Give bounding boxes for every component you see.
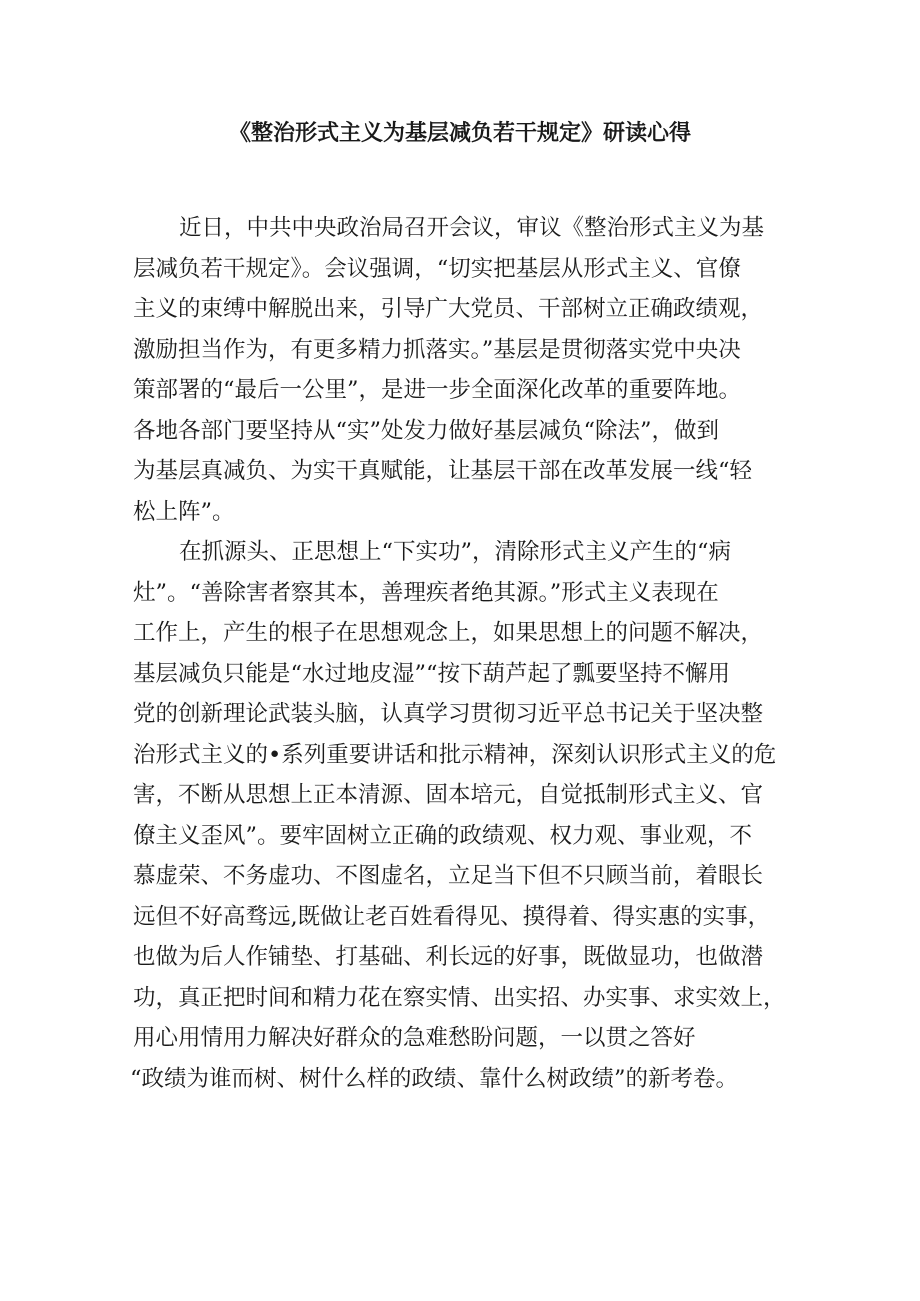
paragraph-1-line-3: 主义的束缚中解脱出来，引导广大党员、干部树立正确政绩观， (133, 296, 764, 322)
paragraph-2-line-13: 用心用情用力解决好群众的急难愁盼问题，一以贯之答好 (133, 1025, 696, 1051)
paragraph-1-line-5: 策部署的“最后一公里”，是进一步全面深化改革的重要阵地。 (133, 377, 742, 403)
paragraph-2-line-11: 也做为后人作铺垫、打基础、利长远的好事，既做显功，也做潜 (133, 944, 764, 970)
paragraph-2-line-5: 党的创新理论武装头脑，认真学习贯彻习近平总书记关于坚决整 (133, 701, 764, 727)
paragraph-2-line-9: 慕虚荣、不务虚功、不图虚名，立足当下但不只顾当前，着眼长 (133, 863, 764, 889)
paragraph-2-line-12: 功，真正把时间和精力花在察实情、出实招、办实事、求实效上， (133, 984, 786, 1011)
paragraph-2-line-1: 在抓源头、正思想上“下实功”，清除形式主义产生的“病 (179, 539, 732, 565)
paragraph-2-line-6: 治形式主义的•系列重要讲话和批示精神，深刻认识形式主义的危 (133, 741, 777, 768)
paragraph-1-line-2: 层减负若干规定》。会议强调，“切实把基层从形式主义、官僚 (133, 255, 741, 282)
paragraph-2-line-4: 基层减负只能是“水过地皮湿”“按下葫芦起了瓢要坚持不懈用 (133, 660, 731, 687)
paragraph-1-line-7: 为基层真减负、为实干真赋能，让基层干部在改革发展一线“轻 (133, 458, 753, 484)
paragraph-2-line-7: 害，不断从思想上正本清源、固本培元，自觉抵制形式主义、官 (133, 782, 764, 808)
paragraph-1-line-4: 激励担当作为，有更多精力抓落实。”基层是贯彻落实党中央决 (133, 336, 741, 363)
paragraph-1-line-6: 各地各部门要坚持从“实”处发力做好基层减负“除法”，做到 (133, 417, 720, 444)
paragraph-2-line-3: 工作上，产生的根子在思想观念上，如果思想上的问题不解决， (133, 620, 764, 646)
document-body (130, 208, 793, 1099)
paragraph-2-line-10: 远但不好高骛远,既做让老百姓看得见、摸得着、得实惠的实事， (133, 903, 771, 930)
paragraph-2-line-14: “政绩为谁而树、树什么样的政绩、靠什么树政绩”的新考卷。 (130, 1065, 739, 1092)
document-title: 《整治形式主义为基层减负若干规定》研读心得 (228, 121, 691, 146)
paragraph-1-line-1: 近日，中共中央政治局召开会议，审议《整治形式主义为基 (179, 215, 765, 241)
paragraph-2-line-2: 灶”。“善除害者察其本，善理疾者绝其源。”形式主义表现在 (133, 579, 719, 606)
paragraph-1-line-8: 松上阵”。 (133, 498, 235, 525)
paragraph-2-line-8: 僚主义歪风”。要牢固树立正确的政绩观、权力观、事业观，不 (133, 822, 753, 849)
